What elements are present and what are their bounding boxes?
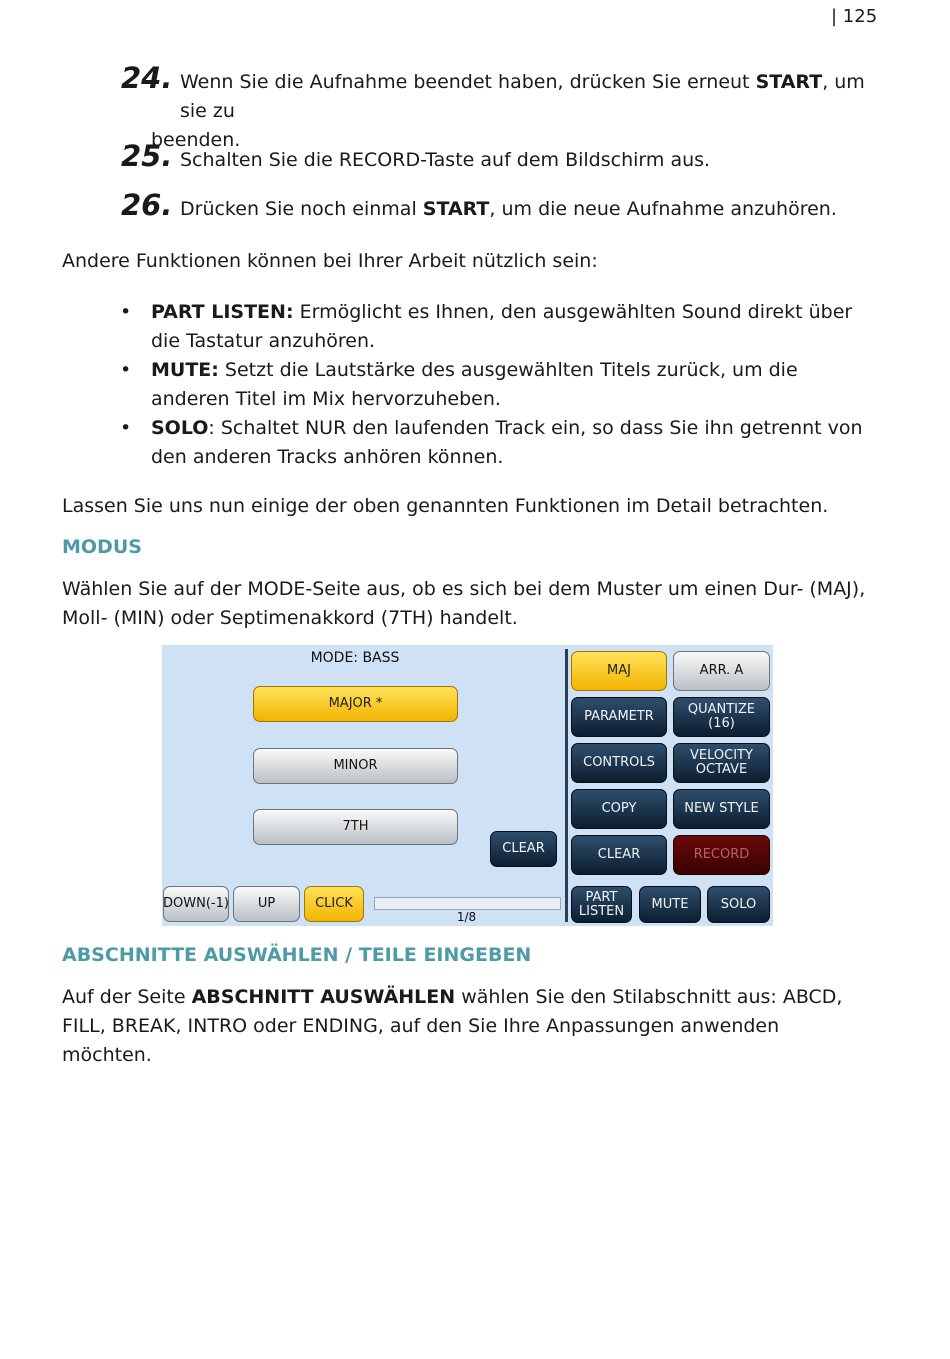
- controls-button[interactable]: CONTROLS: [571, 743, 667, 783]
- part-listen-button[interactable]: PART LISTEN: [571, 886, 632, 923]
- click-button[interactable]: CLICK: [304, 886, 364, 922]
- modus-paragraph: Wählen Sie auf der MODE-Seite aus, ob es sich bei dem Muster um einen Dur- (MAJ), Moll- (MIN) oder Septimenakkord (7TH) handelt.: [62, 578, 866, 629]
- quantize-button[interactable]: QUANTIZE (16): [673, 697, 770, 737]
- step-24: [121, 61, 881, 155]
- seventh-button[interactable]: 7TH: [253, 809, 458, 845]
- step-number: 26.: [121, 188, 173, 222]
- clear-right-button[interactable]: CLEAR: [571, 835, 667, 875]
- arr-a-button[interactable]: ARR. A: [673, 651, 770, 691]
- function-list: [120, 298, 880, 472]
- heading-modus: MODUS: [62, 536, 142, 558]
- screen-title: MODE: BASS: [310, 650, 400, 666]
- up-button[interactable]: UP: [233, 886, 300, 922]
- major-button[interactable]: MAJOR *: [253, 686, 458, 722]
- clear-left-button[interactable]: CLEAR: [490, 831, 557, 867]
- maj-button[interactable]: MAJ: [571, 651, 667, 691]
- list-item: • PART LISTEN: Ermöglicht es Ihnen, den ausgewählten Sound direkt über die Tastatur anzuhören.: [120, 298, 880, 356]
- step-26: [121, 188, 881, 224]
- list-item: • MUTE: Setzt die Lautstärke des ausgewählten Titels zurück, um die anderen Titel im Mix hervorzuheben.: [120, 356, 880, 414]
- sections-paragraph: Auf der Seite ABSCHNITT AUSWÄHLEN wählen Sie den Stilabschnitt aus: ABCD, FILL, BREAK, INTRO oder ENDING, auf den Sie Ihre Anpassungen anwenden möchten.: [62, 986, 843, 1066]
- copy-button[interactable]: COPY: [571, 789, 667, 829]
- minor-button[interactable]: MINOR: [253, 748, 458, 784]
- step-number: 24.: [121, 61, 173, 95]
- list-item: • SOLO: Schaltet NUR den laufenden Track ein, so dass Sie ihn getrennt von den anderen Tracks anhören können.: [120, 414, 880, 472]
- detail-paragraph: Lassen Sie uns nun einige der oben genannten Funktionen im Detail betrachten.: [62, 495, 829, 517]
- mode-screen: [162, 645, 773, 926]
- step-text-continued: beenden.: [151, 129, 241, 151]
- page-number: | 125: [831, 6, 878, 27]
- new-style-button[interactable]: NEW STYLE: [673, 789, 770, 829]
- velocity-octave-button[interactable]: VELOCITY OCTAVE: [673, 743, 770, 783]
- step-text: Drücken Sie noch einmal START, um die neue Aufnahme anzuhören.: [180, 198, 837, 220]
- mute-button[interactable]: MUTE: [639, 886, 701, 923]
- record-button[interactable]: RECORD: [673, 835, 770, 875]
- step-number: 25.: [121, 139, 173, 173]
- step-text: Wenn Sie die Aufnahme beendet haben, drücken Sie erneut START, um sie zu: [180, 71, 865, 122]
- heading-sections: ABSCHNITTE AUSWÄHLEN / TEILE EINGEBEN: [62, 944, 532, 966]
- panel-divider: [565, 649, 568, 922]
- down-button[interactable]: DOWN(-1): [163, 886, 229, 922]
- parametr-button[interactable]: PARAMETR: [571, 697, 667, 737]
- position-bar: [374, 897, 561, 910]
- intro-paragraph: Andere Funktionen können bei Ihrer Arbeit nützlich sein:: [62, 250, 598, 272]
- step-text: Schalten Sie die RECORD-Taste auf dem Bildschirm aus.: [180, 149, 711, 171]
- solo-button[interactable]: SOLO: [707, 886, 770, 923]
- position-label: 1/8: [456, 910, 477, 924]
